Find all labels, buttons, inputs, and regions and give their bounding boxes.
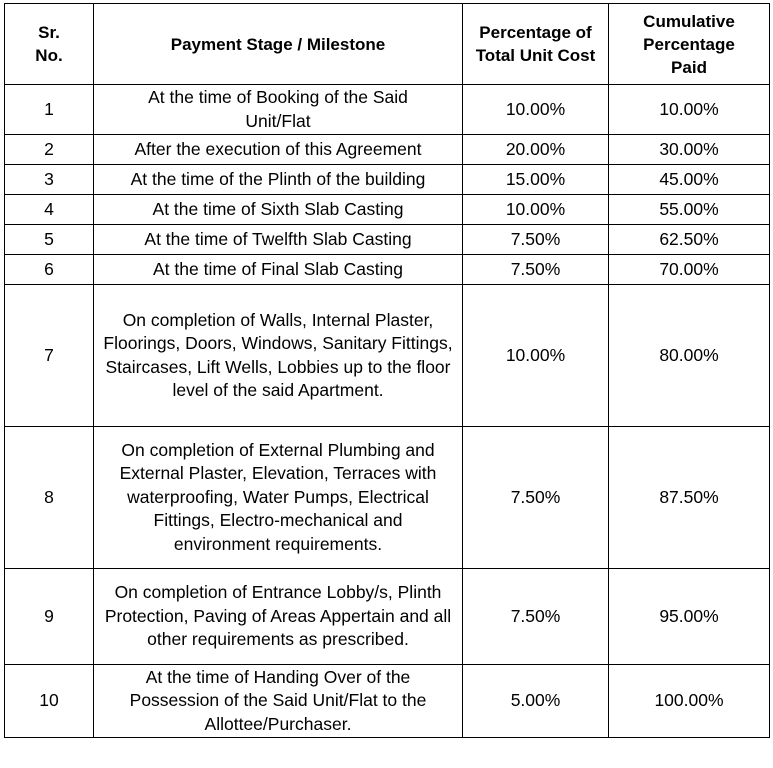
cell-sr-no: 5 — [5, 225, 94, 255]
header-cumulative: Cumulative Percentage Paid — [609, 4, 770, 85]
payment-schedule-container — [4, 3, 770, 738]
cell-percentage: 20.00% — [463, 135, 609, 165]
table-row — [5, 569, 770, 665]
cell-sr-no: 6 — [5, 255, 94, 285]
cell-sr-no: 7 — [5, 285, 94, 427]
cell-cumulative: 10.00% — [609, 85, 770, 135]
table-row — [5, 285, 770, 427]
cell-percentage: 7.50% — [463, 569, 609, 665]
cell-cumulative: 62.50% — [609, 225, 770, 255]
cell-sr-no: 10 — [5, 665, 94, 738]
table-row — [5, 85, 770, 135]
cell-percentage: 10.00% — [463, 285, 609, 427]
cell-sr-no: 1 — [5, 85, 94, 135]
header-sr-no: Sr. No. — [5, 4, 94, 85]
cell-percentage: 7.50% — [463, 255, 609, 285]
cell-cumulative: 80.00% — [609, 285, 770, 427]
cell-cumulative: 55.00% — [609, 195, 770, 225]
table-row — [5, 225, 770, 255]
table-row — [5, 165, 770, 195]
cell-sr-no: 3 — [5, 165, 94, 195]
cell-payment-stage: At the time of Final Slab Casting — [94, 255, 463, 285]
cell-percentage: 7.50% — [463, 427, 609, 569]
cell-payment-stage: At the time of Handing Over of the Possession of the Said Unit/Flat to the Allottee/Purchaser. — [94, 665, 463, 738]
cell-percentage: 10.00% — [463, 85, 609, 135]
header-payment-stage: Payment Stage / Milestone — [94, 4, 463, 85]
cell-cumulative: 95.00% — [609, 569, 770, 665]
cell-sr-no: 9 — [5, 569, 94, 665]
header-row — [5, 4, 770, 85]
cell-payment-stage: At the time of Twelfth Slab Casting — [94, 225, 463, 255]
cell-payment-stage: After the execution of this Agreement — [94, 135, 463, 165]
table-row — [5, 427, 770, 569]
payment-schedule-table — [4, 3, 770, 738]
cell-sr-no: 8 — [5, 427, 94, 569]
table-row — [5, 135, 770, 165]
cell-payment-stage: At the time of Sixth Slab Casting — [94, 195, 463, 225]
cell-percentage: 10.00% — [463, 195, 609, 225]
header-percentage: Percentage of Total Unit Cost — [463, 4, 609, 85]
cell-cumulative: 45.00% — [609, 165, 770, 195]
cell-payment-stage: On completion of External Plumbing and External Plaster, Elevation, Terraces with waterproofing, Water Pumps, Electrical Fittings, Electro-mechanical and environment requirements. — [94, 427, 463, 569]
cell-percentage: 7.50% — [463, 225, 609, 255]
cell-percentage: 15.00% — [463, 165, 609, 195]
cell-payment-stage: At the time of Booking of the Said Unit/Flat — [94, 85, 463, 135]
cell-cumulative: 87.50% — [609, 427, 770, 569]
table-body — [5, 85, 770, 738]
table-row — [5, 195, 770, 225]
cell-sr-no: 4 — [5, 195, 94, 225]
table-row — [5, 255, 770, 285]
cell-payment-stage: On completion of Walls, Internal Plaster, Floorings, Doors, Windows, Sanitary Fittings, Staircases, Lift Wells, Lobbies up to the floor level of the said Apartment. — [94, 285, 463, 427]
table-row — [5, 665, 770, 738]
cell-percentage: 5.00% — [463, 665, 609, 738]
cell-sr-no: 2 — [5, 135, 94, 165]
cell-cumulative: 70.00% — [609, 255, 770, 285]
cell-payment-stage: On completion of Entrance Lobby/s, Plinth Protection, Paving of Areas Appertain and all other requirements as prescribed. — [94, 569, 463, 665]
cell-payment-stage: At the time of the Plinth of the building — [94, 165, 463, 195]
cell-cumulative: 100.00% — [609, 665, 770, 738]
cell-cumulative: 30.00% — [609, 135, 770, 165]
table-header — [5, 4, 770, 85]
